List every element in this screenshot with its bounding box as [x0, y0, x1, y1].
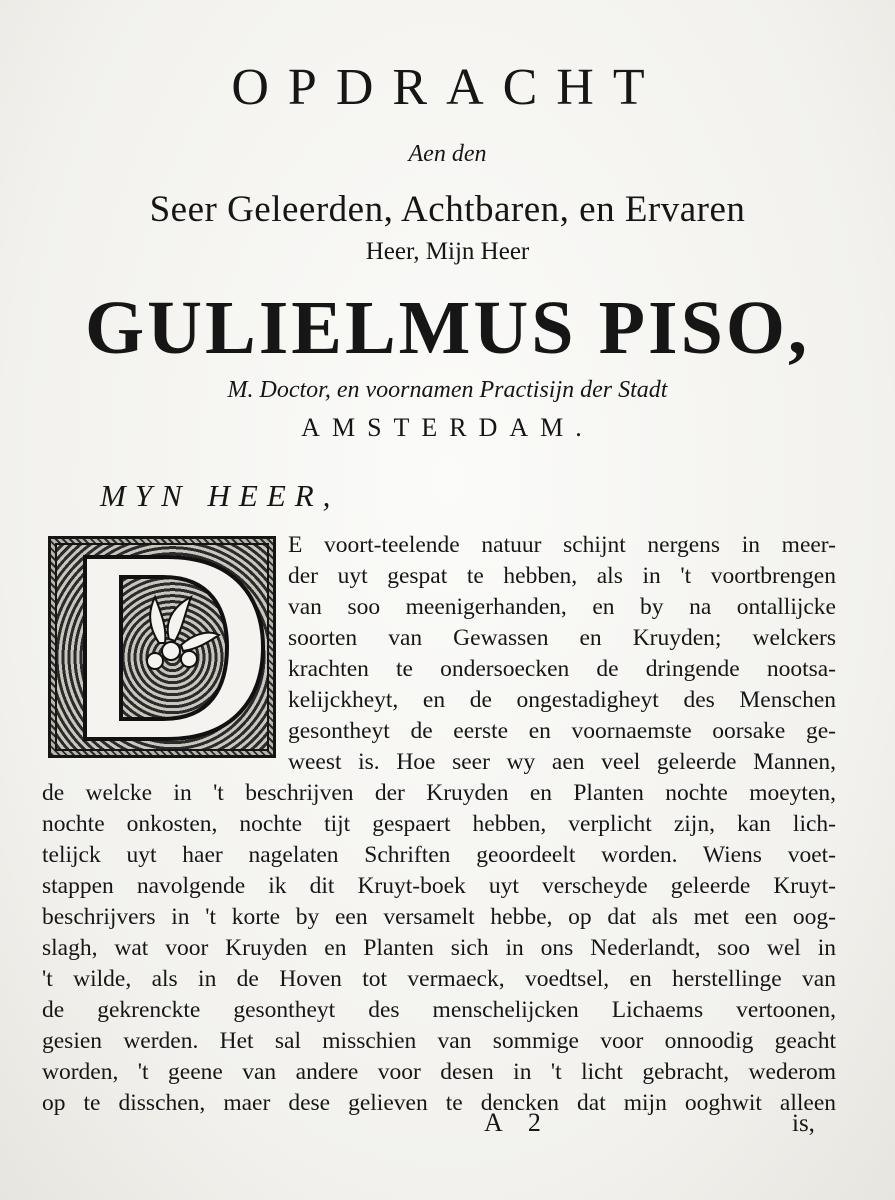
- dedicatee-name: GULIELMUS PISO,: [85, 286, 810, 370]
- body-line: van soo meenigerhanden, en by na ontallijcke: [288, 594, 836, 620]
- body-line: kelijckheyt, en de ongestadigheyt des Menschen: [288, 687, 836, 713]
- ornamental-initial-d-icon: [48, 536, 276, 758]
- body-line: krachten te ondersoecken de dringende nootsa-: [288, 656, 836, 682]
- body-line: telijck uyt haer nagelaten Schriften geoordeelt worden. Wiens voet-: [42, 842, 836, 868]
- body-line: op te disschen, maer dese gelieven te dencken dat mijn ooghwit alleen: [42, 1090, 836, 1116]
- profession-line: M. Doctor, en voornamen Practisijn der Stadt: [227, 377, 668, 403]
- body-line: 't wilde, als in de Hoven tot vermaeck, voedtsel, en herstellinge van: [42, 966, 836, 992]
- salutation: MYN HEER,: [100, 478, 340, 513]
- body-line: worden, 't geene van andere voor desen in 't licht gebracht, wederom: [42, 1059, 836, 1085]
- body-line: der uyt gespat te hebben, als in 't voortbrengen: [288, 563, 836, 589]
- body-line: beschrijvers in 't korte by een versamelt hebbe, op dat als met een oog-: [42, 904, 836, 930]
- address-line: Heer, Mijn Heer: [365, 238, 530, 265]
- body-line: de welcke in 't beschrijven der Kruyden en Planten nochte moeyten,: [42, 780, 836, 806]
- body-line: stappen navolgende ik dit Kruyt-boek uyt verscheyde geleerde Kruyt-: [42, 873, 836, 899]
- body-line: nochte onkosten, nochte tijt gespaert hebben, verplicht zijn, kan lich-: [42, 811, 836, 837]
- dedication-line: Aen den: [408, 141, 487, 167]
- body-line: E voort-teelende natuur schijnt nergens in meer-: [288, 532, 836, 558]
- body-line: gesien werden. Het sal misschien van sommige voor onnoodig geacht: [42, 1028, 836, 1054]
- body-line: slagh, wat voor Kruyden en Planten sich in ons Nederlandt, soo wel in: [42, 935, 836, 961]
- body-line: gesontheyt de eerste en voornaemste oorsake ge-: [288, 718, 836, 744]
- initial-letter-d-icon: [51, 539, 273, 755]
- body-line: soorten van Gewassen en Kruyden; welckers: [288, 625, 836, 651]
- body-line: de gekrenckte gesontheyt des menschelijcken Lichaems vertoonen,: [42, 997, 836, 1023]
- signature-mark: A 2: [484, 1108, 551, 1137]
- honorifics-line: Seer Geleerden, Achtbaren, en Ervaren: [149, 189, 746, 230]
- body-line: weest is. Hoe seer wy aen veel geleerde Mannen,: [288, 749, 836, 775]
- catchword: is,: [792, 1110, 815, 1137]
- page-title: OPDRACHT: [231, 59, 664, 116]
- city-line: AMSTERDAM.: [301, 413, 594, 442]
